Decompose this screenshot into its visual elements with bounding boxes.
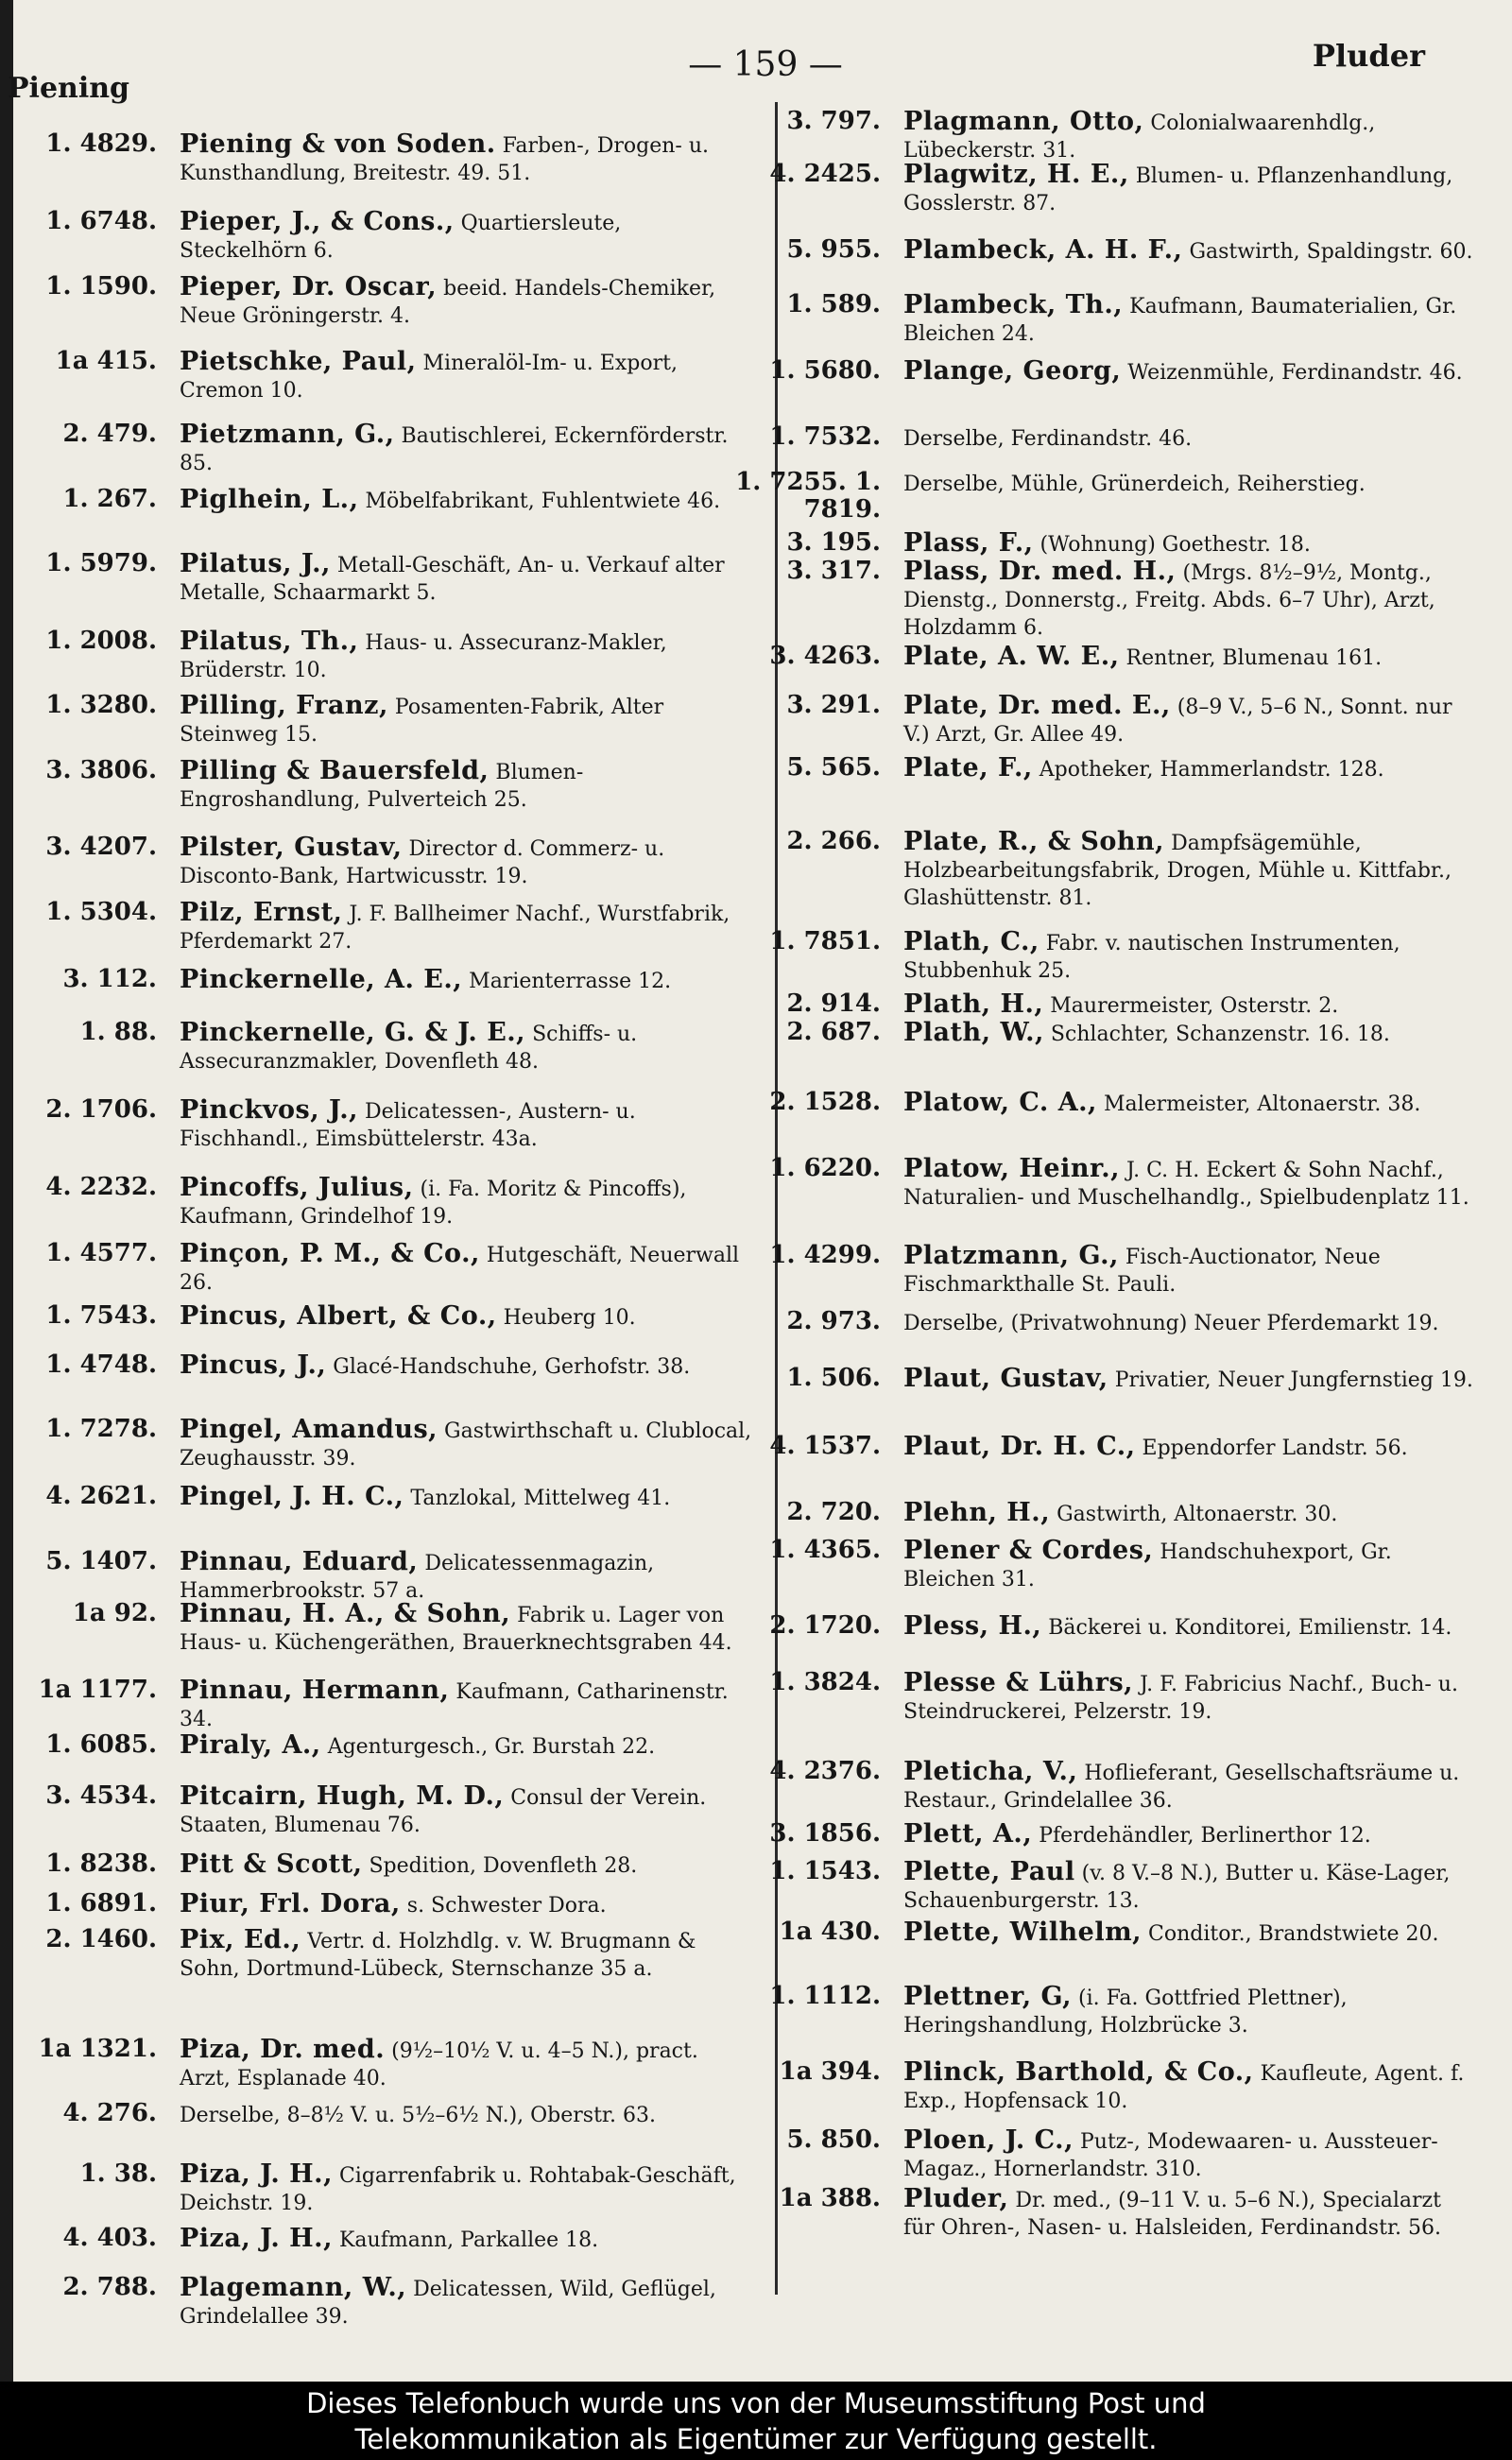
phone-number: 1. 7543. (45, 1301, 157, 1330)
entry-description: Blumen-Engroshandlung, Pulverteich 25. (180, 761, 584, 812)
entry-description: Mineralöl-Im- u. Export, Cremon 10. (180, 352, 678, 403)
entry-text (180, 421, 754, 477)
entry-name: Pinckvos, J., (180, 1095, 359, 1125)
entry-text (180, 1677, 754, 1733)
entry-description: Putz-, Modewaaren- u. Aussteuer-Magaz., Hornerlandstr. 310. (903, 2130, 1438, 2181)
entry-name: Pingel, J. H. C., (180, 1482, 404, 1511)
entry-name: Piza, J. H., (180, 2159, 333, 2189)
entry-description: Fabrik u. Lager von Haus- u. Küchengeräthen, Brauerknechtsgraben 44. (180, 1604, 732, 1655)
entry-text (903, 236, 1478, 266)
entry-text (903, 1499, 1478, 1528)
phone-number: 1a 1177. (38, 1676, 157, 1704)
phone-number: 4. 2376. (769, 1757, 881, 1785)
entry-description: (v. 8 V.–8 N.), Butter u. Käse-Lager, Schauenburgerstr. 13. (903, 1862, 1451, 1913)
entry-description: Marienterrasse 12. (462, 970, 672, 993)
entry-name: Pinnau, H. A., & Sohn, (180, 1599, 511, 1628)
entry-description: Gastwirth, Spaldingstr. 60. (1182, 240, 1473, 264)
phone-number: 1. 4577. (45, 1239, 157, 1267)
phone-number: 1. 6891. (45, 1889, 157, 1918)
phone-number: 2. 1460. (45, 1925, 157, 1953)
entry-name: Pieper, Dr. Oscar, (180, 272, 438, 301)
footer-line-1: Dieses Telefonbuch wurde uns von der Museumsstiftung Post und (306, 2387, 1206, 2419)
entry-description: J. F. Ballheimer Nachf., Wurstfabrik, Pferdemarkt 27. (180, 903, 730, 954)
entry-description: Colonialwaarenhdlg., Lübeckerstr. 31. (903, 112, 1376, 163)
phone-number: 1. 5680. (769, 356, 881, 385)
phone-number: 2. 973. (786, 1307, 881, 1335)
entry-text (180, 2274, 754, 2331)
phone-number: 1. 7851. (769, 927, 881, 955)
entry-text (903, 2126, 1478, 2183)
entry-description: Spedition, Dovenfleth 28. (362, 1854, 638, 1878)
page-header (0, 32, 1512, 105)
entry-name: Piur, Frl. Dora, (180, 1889, 401, 1918)
entry-text (903, 754, 1478, 783)
entry-text (180, 1731, 754, 1761)
entry-text (180, 130, 754, 187)
phone-number: 1. 3280. (45, 691, 157, 719)
phone-number: 1. 6085. (45, 1730, 157, 1759)
phone-number: 1. 5304. (45, 898, 157, 926)
entry-name: Plambeck, Th., (903, 290, 1124, 319)
entry-text (180, 1782, 754, 1839)
entry-text (180, 550, 754, 607)
phone-number: 1. 7532. (769, 422, 881, 451)
phone-number: 1. 4299. (769, 1241, 881, 1269)
entry-name: Plette, Wilhelm, (903, 1918, 1143, 1947)
entry-description: Derselbe, 8–8½ V. u. 5½–6½ N.), Oberstr. 63. (180, 2104, 657, 2127)
entry-description: (Wohnung) Goethestr. 18. (1033, 533, 1311, 557)
phone-number: 2. 1528. (769, 1088, 881, 1116)
entry-description: Malermeister, Altonaerstr. 38. (1096, 1092, 1421, 1116)
entry-description: Cigarrenfabrik u. Rohtabak-Geschäft, Deichstr. 19. (180, 2164, 736, 2215)
entry-text (180, 348, 754, 404)
entry-name: Pleticha, V., (903, 1757, 1078, 1786)
phone-number: 1. 1112. (769, 1982, 881, 2010)
entry-name: Pilling & Bauersfeld, (180, 756, 490, 785)
entry-description: Eppendorfer Landstr. 56. (1135, 1436, 1408, 1460)
entry-text (180, 899, 754, 955)
entry-name: Plate, F., (903, 753, 1033, 783)
entry-text (180, 2160, 754, 2217)
entry-description: (Mrgs. 8½–9½, Montg., Dienstg., Donnerstg., Freitg. Abds. 6–7 Uhr), Arzt, Holzdamm 6. (903, 561, 1435, 640)
phone-number: 1. 6220. (769, 1154, 881, 1182)
phone-number: 1a 430. (779, 1918, 881, 1946)
entry-name: Plagemann, W., (180, 2273, 407, 2302)
entry-text (180, 1483, 754, 1512)
entry-text (903, 2185, 1478, 2242)
phone-number: 1. 38. (79, 2159, 157, 2188)
entry-description: Hoflieferant, Gesellschaftsräume u. Restaur., Grindelallee 36. (903, 1762, 1460, 1813)
phone-number: 3. 317. (786, 557, 881, 585)
entry-name: Plinck, Barthold, & Co., (903, 2057, 1254, 2087)
entry-description: Heuberg 10. (496, 1306, 636, 1330)
entry-name: Pinnau, Hermann, (180, 1676, 450, 1705)
phone-number: 4. 1537. (769, 1432, 881, 1460)
phone-number: 2. 788. (62, 2273, 157, 2301)
entry-description: (i. Fa. Moritz & Pincoffs), Kaufmann, Grindelhof 19. (180, 1178, 687, 1229)
entry-description: s. Schwester Dora. (400, 1894, 607, 1918)
entry-name: Pix, Ed., (180, 1925, 301, 1954)
entry-description: Pferdehändler, Berlinerthor 12. (1032, 1824, 1371, 1848)
entry-description: Schlachter, Schanzenstr. 16. 18. (1043, 1023, 1390, 1046)
entry-text (180, 208, 754, 265)
entry-text (180, 966, 754, 995)
phone-number: 2. 720. (786, 1498, 881, 1526)
entry-name: Plett, A., (903, 1819, 1033, 1849)
entry-text (903, 1669, 1478, 1726)
entry-description: Delicatessenmagazin, Hammerbrookstr. 57 a. (180, 1552, 655, 1603)
entry-name: Pinckernelle, G. & J. E., (180, 1018, 526, 1047)
entry-text (903, 161, 1478, 217)
phone-number: 1. 7255. 1. 7819. (735, 468, 881, 524)
entry-description: (9½–10½ V. u. 4–5 N.), pract. Arzt, Esplanade 40. (180, 2039, 698, 2090)
entry-description: Derselbe, (Privatwohnung) Neuer Pferdemarkt 19. (903, 1312, 1439, 1335)
phone-number: 1. 3824. (769, 1668, 881, 1696)
entry-name: Pieper, J., & Cons., (180, 207, 455, 236)
phone-number: 1. 1590. (45, 272, 157, 301)
entry-text (903, 108, 1478, 164)
entry-name: Pilz, Ernst, (180, 898, 343, 927)
entry-name: Pless, H., (903, 1611, 1042, 1641)
entry-text (180, 1926, 754, 1983)
entry-description: Kaufmann, Catharinenstr. 34. (180, 1680, 729, 1731)
entry-description: Conditor., Brandstwiete 20. (1142, 1922, 1439, 1946)
phone-number: 1. 8238. (45, 1849, 157, 1878)
entry-name: Pincoffs, Julius, (180, 1173, 414, 1202)
entry-text (180, 2100, 754, 2129)
entry-description: Kaufleute, Agent. f. Exp., Hopfensack 10. (903, 2062, 1465, 2113)
entry-description: Derselbe, Ferdinandstr. 46. (903, 427, 1193, 451)
phone-number: 4. 403. (62, 2224, 157, 2252)
entry-name: Plate, R., & Sohn, (903, 827, 1165, 856)
entry-text (903, 1308, 1478, 1337)
entry-text (903, 469, 1478, 498)
entry-name: Pincus, J., (180, 1350, 327, 1380)
phone-number: 1a 415. (55, 347, 157, 375)
entry-name: Plagwitz, H. E., (903, 160, 1129, 189)
phone-number: 2. 1720. (769, 1611, 881, 1640)
entry-description: Bautischlerei, Eckernförderstr. 85. (180, 424, 729, 475)
entry-text (903, 558, 1478, 642)
entry-description: Blumen- u. Pflanzenhandlung, Gosslerstr. 87. (903, 164, 1453, 215)
phone-number: 1. 267. (62, 485, 157, 513)
entry-description: (i. Fa. Gottfried Plettner), Heringshandlung, Holzbrücke 3. (903, 1987, 1348, 2038)
entry-text (903, 1089, 1478, 1118)
phone-number: 1. 7278. (45, 1415, 157, 1443)
entry-name: Plaut, Gustav, (903, 1364, 1108, 1393)
entry-name: Piza, Dr. med. (180, 2035, 386, 2064)
page-number: — 159 — (688, 45, 843, 84)
entry-name: Plate, Dr. med. E., (903, 691, 1171, 720)
phone-number: 1. 4365. (769, 1536, 881, 1564)
entry-text (903, 1758, 1478, 1815)
entry-name: Ploen, J. C., (903, 2125, 1074, 2155)
phone-number: 1. 88. (79, 1018, 157, 1046)
phone-number: 1a 92. (72, 1599, 157, 1627)
entry-text (903, 1433, 1478, 1462)
entry-description: Haus- u. Assecuranz-Makler, Brüderstr. 10. (180, 631, 667, 682)
entry-name: Piglhein, L., (180, 485, 359, 514)
entry-text (180, 628, 754, 684)
phone-number: 1. 506. (786, 1364, 881, 1392)
phone-number: 1. 5979. (45, 549, 157, 577)
entry-name: Platow, Heinr., (903, 1154, 1120, 1183)
footer-line-2: Telekommunikation als Eigentümer zur Verfügung gestellt. (354, 2423, 1158, 2455)
phone-number: 4. 2425. (769, 160, 881, 188)
phone-number: 2. 914. (786, 989, 881, 1018)
entry-description: Kaufmann, Baumaterialien, Gr. Bleichen 24. (903, 295, 1457, 346)
entry-text (903, 1242, 1478, 1299)
entry-description: Gastwirthschaft u. Clublocal, Zeughausstr. 39. (180, 1419, 752, 1471)
phone-number: 3. 112. (62, 965, 157, 993)
entry-name: Plass, F., (903, 528, 1034, 558)
entry-description: Fabr. v. nautischen Instrumenten, Stubbenhuk 25. (903, 932, 1400, 983)
entry-text (903, 291, 1478, 348)
entry-name: Pincus, Albert, & Co., (180, 1301, 497, 1331)
entry-name: Plettner, G, (903, 1982, 1073, 2011)
entry-description: Kaufmann, Parkallee 18. (332, 2228, 599, 2252)
phone-number: 5. 955. (786, 235, 881, 264)
phone-number: 1. 1543. (769, 1857, 881, 1885)
entry-name: Plass, Dr. med. H., (903, 557, 1177, 586)
entry-name: Plate, A. W. E., (903, 642, 1120, 671)
entry-description: (8–9 V., 5–6 N., Sonnt. nur V.) Arzt, Gr. Allee 49. (903, 696, 1452, 747)
phone-number: 3. 4534. (45, 1781, 157, 1810)
phone-number: 1. 4748. (45, 1350, 157, 1379)
entry-name: Pilatus, J., (180, 549, 331, 578)
entry-description: J. F. Fabricius Nachf., Buch- u. Steindruckerei, Pelzerstr. 19. (903, 1673, 1458, 1724)
entry-name: Pluder, (903, 2184, 1009, 2213)
entry-text (180, 1416, 754, 1472)
entry-text (903, 828, 1478, 912)
entry-text (180, 1850, 754, 1880)
phone-number: 1a 1321. (38, 2035, 157, 2063)
entry-description: Hutgeschäft, Neuerwall 26. (180, 1244, 740, 1295)
entry-name: Pietschke, Paul, (180, 347, 417, 376)
phone-number: 1a 388. (779, 2184, 881, 2212)
entry-name: Plath, H., (903, 989, 1044, 1019)
entry-name: Plambeck, A. H. F., (903, 235, 1183, 265)
phone-number: 1. 589. (786, 290, 881, 318)
phone-number: 2. 687. (786, 1018, 881, 1046)
entry-text (903, 529, 1478, 559)
phone-number: 5. 1407. (45, 1547, 157, 1575)
entry-name: Plath, C., (903, 927, 1040, 956)
entry-name: Pilling, Franz, (180, 691, 388, 720)
entry-text (180, 1890, 754, 1919)
entry-description: Möbelfabrikant, Fuhlentwiete 46. (358, 490, 721, 513)
entry-text (180, 486, 754, 515)
entry-text (903, 1537, 1478, 1593)
entry-text (180, 1240, 754, 1297)
entry-text (903, 1019, 1478, 1048)
entry-name: Pitt & Scott, (180, 1849, 363, 1879)
phone-number: 3. 1856. (769, 1819, 881, 1848)
phone-number: 1. 6748. (45, 207, 157, 235)
phone-number: 3. 4263. (769, 642, 881, 670)
phone-number: 4. 2232. (45, 1173, 157, 1201)
phone-number: 2. 479. (62, 420, 157, 448)
entry-description: Quartiersleute, Steckelhörn 6. (180, 212, 622, 263)
entry-description: Apotheker, Hammerlandstr. 128. (1032, 758, 1384, 782)
entry-name: Plange, Georg, (903, 356, 1122, 386)
entry-description: Dr. med., (9–11 V. u. 5–6 N.), Specialarzt für Ohren-, Nasen- u. Halsleiden, Ferdinandstr. 56. (903, 2189, 1442, 2240)
phone-number: 3. 797. (786, 107, 881, 135)
entry-name: Pilatus, Th., (180, 627, 359, 656)
entry-text (180, 692, 754, 748)
entry-name: Piza, J. H., (180, 2224, 333, 2253)
entry-text (180, 1019, 754, 1075)
entry-text (903, 1983, 1478, 2039)
entry-text (903, 990, 1478, 1020)
entry-text (180, 1174, 754, 1230)
entry-description: Gastwirth, Altonaerstr. 30. (1050, 1503, 1338, 1526)
phone-number: 1a 394. (779, 2057, 881, 2086)
entry-description: Delicatessen, Wild, Geflügel, Grindelallee 39. (180, 2278, 716, 2329)
entry-description: Delicatessen-, Austern- u. Fischhandl., Eimsbüttelerstr. 43a. (180, 1100, 636, 1151)
entry-description: beeid. Handels-Chemiker, Neue Gröningerstr. 4. (180, 277, 716, 328)
entry-text (180, 2225, 754, 2254)
entry-name: Platow, C. A., (903, 1088, 1097, 1117)
entry-text (903, 1820, 1478, 1849)
entry-name: Piening & von Soden. (180, 129, 496, 159)
entry-name: Pilster, Gustav, (180, 833, 403, 862)
entry-text (180, 2036, 754, 2092)
entry-description: Glacé-Handschuhe, Gerhofstr. 38. (326, 1355, 691, 1379)
entry-description: J. C. H. Eckert & Sohn Nachf., Naturalien- und Muschelhandlg., Spielbudenplatz 11. (903, 1159, 1469, 1210)
entry-text (180, 1351, 754, 1381)
entry-text (903, 928, 1478, 985)
entry-name: Platzmann, G., (903, 1241, 1119, 1270)
entry-description: Derselbe, Mühle, Grünerdeich, Reiherstieg. (903, 473, 1366, 496)
entry-text (180, 1096, 754, 1153)
entry-name: Pinçon, P. M., & Co., (180, 1239, 480, 1268)
phone-number: 1. 2008. (45, 627, 157, 655)
entry-name: Plehn, H., (903, 1498, 1051, 1527)
entry-description: Rentner, Blumenau 161. (1119, 646, 1383, 670)
entry-text (180, 273, 754, 330)
phone-number: 5. 565. (786, 753, 881, 782)
entry-text (180, 834, 754, 890)
entry-name: Pinnau, Eduard, (180, 1547, 419, 1576)
entry-text (180, 1600, 754, 1657)
phone-number: 3. 195. (786, 528, 881, 557)
entry-text (903, 357, 1478, 387)
phone-number: 3. 3806. (45, 756, 157, 784)
entry-text (903, 2058, 1478, 2115)
entry-description: Dampfsägemühle, Holzbearbeitungsfabrik, Drogen, Mühle u. Kittfabr., Glashüttenstr. 81. (903, 832, 1452, 910)
entry-description: Weizenmühle, Ferdinandstr. 46. (1121, 361, 1463, 385)
entry-description: Privatier, Neuer Jungfernstieg 19. (1108, 1368, 1473, 1392)
entry-text (903, 1612, 1478, 1642)
phone-number: 2. 1706. (45, 1095, 157, 1124)
entry-text (903, 1155, 1478, 1212)
phone-number: 5. 850. (786, 2125, 881, 2154)
entry-description: Fisch-Auctionator, Neue Fischmarkthalle St. Pauli. (903, 1246, 1381, 1297)
entry-name: Pinckernelle, A. E., (180, 965, 463, 994)
entry-description: Metall-Geschäft, An- u. Verkauf alter Metalle, Schaarmarkt 5. (180, 554, 725, 605)
entry-text (903, 1365, 1478, 1394)
entry-name: Pietzmann, G., (180, 420, 395, 449)
header-left-keyword: Piening (8, 72, 130, 105)
entry-description: Maurermeister, Osterstr. 2. (1043, 994, 1339, 1018)
entry-text (903, 423, 1478, 453)
entry-description: Consul der Verein. Staaten, Blumenau 76. (180, 1786, 707, 1837)
entry-name: Pingel, Amandus, (180, 1415, 438, 1444)
entry-name: Plath, W., (903, 1018, 1044, 1047)
entry-description: Director d. Commerz- u. Disconto-Bank, Hartwicusstr. 19. (180, 837, 665, 888)
entry-description: Handschuhexport, Gr. Bleichen 31. (903, 1540, 1392, 1591)
entry-description: Schiffs- u. Assecuranzmakler, Dovenfleth 48. (180, 1023, 638, 1074)
entry-description: Agenturgesch., Gr. Burstah 22. (320, 1735, 656, 1759)
header-right-keyword: Pluder (1312, 38, 1425, 74)
entry-description: Tanzlokal, Mittelweg 41. (404, 1487, 671, 1510)
entry-name: Pitcairn, Hugh, M. D., (180, 1781, 505, 1811)
phone-number: 1. 4829. (45, 129, 157, 158)
entry-description: Bäckerei u. Konditorei, Emilienstr. 14. (1041, 1616, 1452, 1640)
entry-text (903, 1858, 1478, 1915)
entry-name: Plaut, Dr. H. C., (903, 1432, 1136, 1461)
footer-notice (0, 2382, 1512, 2460)
phone-number: 4. 2621. (45, 1482, 157, 1510)
phone-number: 4. 276. (62, 2099, 157, 2127)
entry-name: Plener & Cordes, (903, 1536, 1154, 1565)
entry-name: Plesse & Lührs, (903, 1668, 1134, 1697)
phone-number: 3. 291. (786, 691, 881, 719)
entry-text (903, 1918, 1478, 1948)
entry-name: Plette, Paul (903, 1857, 1075, 1886)
entry-text (903, 692, 1478, 748)
entry-description: Farben-, Drogen- u. Kunsthandlung, Breitestr. 49. 51. (180, 134, 709, 185)
entry-text (180, 1548, 754, 1605)
entry-description: Posamenten-Fabrik, Alter Steinweg 15. (180, 696, 664, 747)
entry-text (180, 1302, 754, 1332)
entry-name: Plagmann, Otto, (903, 107, 1144, 136)
phone-number: 3. 4207. (45, 833, 157, 861)
entry-name: Piraly, A., (180, 1730, 321, 1760)
entry-text (903, 643, 1478, 672)
entry-description: Vertr. d. Holzhdlg. v. W. Brugmann & Sohn, Dortmund-Lübeck, Sternschanze 35 a. (180, 1930, 696, 1981)
phone-number: 2. 266. (786, 827, 881, 855)
entry-text (180, 757, 754, 814)
